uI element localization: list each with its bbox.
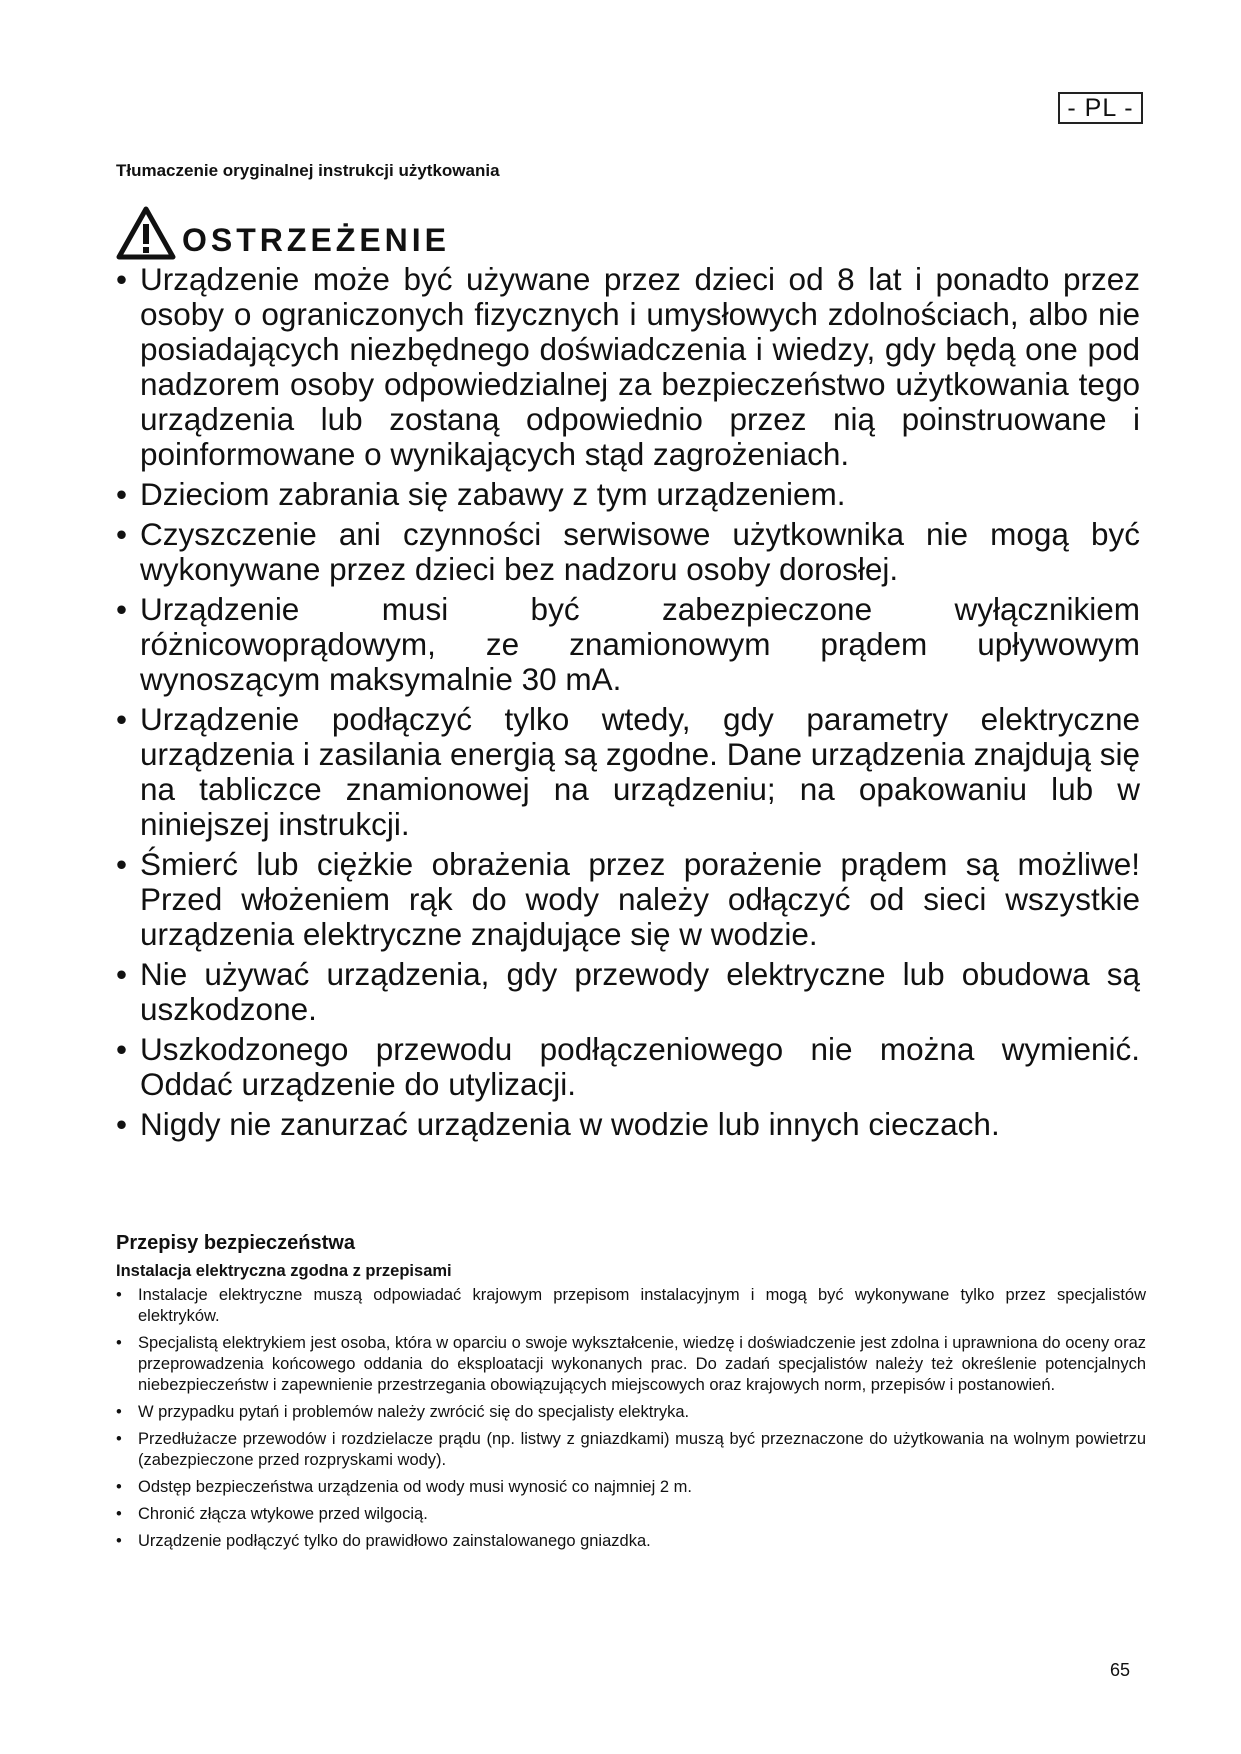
safety-rule-item: • W przypadku pytań i problemów należy zwrócić się do specjalisty elektryka. (116, 1402, 1146, 1423)
warning-item: • Śmierć lub ciężkie obrażenia przez porażenie prądem są możliwe! Przed włożeniem rąk do wody należy odłączyć od sieci wszystkie urządzenia elektryczne znajdujące się w wodzie. (116, 847, 1140, 952)
safety-subheading: Instalacja elektryczna zgodna z przepisami (116, 1262, 452, 1280)
warning-list (116, 262, 1140, 1147)
safety-rule-item: • Przedłużacze przewodów i rozdzielacze prądu (np. listwy z gniazdkami) muszą być przeznaczone do użytkowania na wolnym powietrzu (zabezpieczone przed rozpryskami wody). (116, 1429, 1146, 1471)
safety-rules-list (116, 1285, 1146, 1558)
safety-rule-item: • Urządzenie podłączyć tylko do prawidłowo zainstalowanego gniazdka. (116, 1531, 1146, 1552)
warning-item: • Nigdy nie zanurzać urządzenia w wodzie lub innych cieczach. (116, 1107, 1140, 1142)
warning-item: • Urządzenie podłączyć tylko wtedy, gdy parametry elektryczne urządzenia i zasilania energią są zgodne. Dane urządzenia znajdują się na tabliczce znamionowej na urządzeniu; na opakowaniu lub w niniejszej instrukcji. (116, 702, 1140, 842)
safety-rule-item: • Chronić złącza wtykowe przed wilgocią. (116, 1504, 1146, 1525)
warning-item: • Urządzenie musi być zabezpieczone wyłącznikiem różnicowoprądowym, ze znamionowym prądem upływowym wynoszącym maksymalnie 30 mA. (116, 592, 1140, 697)
warning-item: • Dzieciom zabrania się zabawy z tym urządzeniem. (116, 477, 1140, 512)
safety-rule-item: • Instalacje elektryczne muszą odpowiadać krajowym przepisom instalacyjnym i mogą być wykonywane tylko przez specjalistów elektryków. (116, 1285, 1146, 1327)
warning-item: • Urządzenie może być używane przez dzieci od 8 lat i ponadto przez osoby o ograniczonych fizycznych i umysłowych zdolnościach, albo nie posiadających niezbędnego doświadczenia i wiedzy, gdy będą one pod nadzorem osoby odpowiedzialnej za bezpieczeństwo użytkowania tego urządzenia lub zostaną odpowiednio przez nią poinstruowane i poinformowane o wynikających stąd zagrożeniach. (116, 262, 1140, 472)
warning-item: • Nie używać urządzenia, gdy przewody elektryczne lub obudowa są uszkodzone. (116, 957, 1140, 1027)
page-number: 65 (1110, 1660, 1131, 1680)
document-title: Tłumaczenie oryginalnej instrukcji użytkowania (116, 161, 500, 180)
warning-title: OSTRZEŻENIE (182, 222, 451, 258)
warning-item: • Uszkodzonego przewodu podłączeniowego nie można wymienić. Oddać urządzenie do utylizacji. (116, 1032, 1140, 1102)
safety-rule-item: • Specjalistą elektrykiem jest osoba, która w oparciu o swoje wykształcenie, wiedzę i doświadczenie jest zdolna i uprawniona do oceny oraz przeprowadzenia końcowego oddania do eksploatacji wykonanych prac. Do zadań specjalistów należy też określenie potencjalnych niebezpieczeństw i zapewnienie przestrzegania obowiązujących miejscowych oraz krajowych norm, przepisów i postanowień. (116, 1333, 1146, 1396)
warning-triangle-icon (116, 206, 176, 260)
warning-item: • Czyszczenie ani czynności serwisowe użytkownika nie mogą być wykonywane przez dzieci bez nadzoru osoby dorosłej. (116, 517, 1140, 587)
safety-heading: Przepisy bezpieczeństwa (116, 1232, 355, 1254)
warning-header (116, 204, 450, 260)
safety-rule-item: • Odstęp bezpieczeństwa urządzenia od wody musi wynosić co najmniej 2 m. (116, 1477, 1146, 1498)
language-badge: - PL - (1058, 92, 1143, 124)
